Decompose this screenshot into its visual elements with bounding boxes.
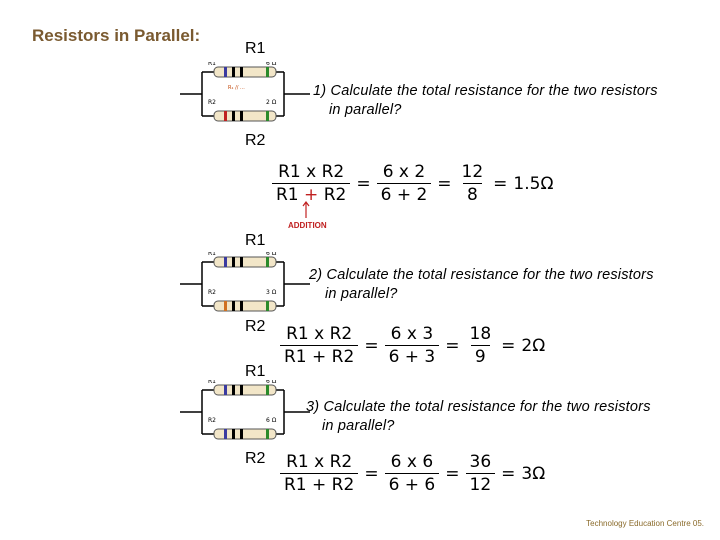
question-2: 2) Calculate the total resistance for the two resistors in parallel? bbox=[309, 267, 654, 302]
diagram-r2-value: 2 Ω bbox=[266, 99, 277, 106]
diagram-r1-value: 6 Ω bbox=[266, 380, 277, 385]
diagram-r1-tag: R1 bbox=[208, 62, 216, 67]
formula-1: $\frac{\text{R1 x R2}}{R1 + R2}$ = $\frac{6 x 2}{6 + 2}$ = $\frac{12}{8}$ = 1.5 Ω bbox=[272, 162, 553, 205]
fraction-substituted: $\frac{6 x 3}{6 + 3}$ bbox=[385, 324, 440, 367]
fraction-simplified: $\frac{18}{9}$ bbox=[469, 324, 492, 367]
ohm-unit: Ω bbox=[532, 463, 546, 484]
fraction-general: $\frac{\text{R1 x R2}}{R1 + R2}$ bbox=[280, 452, 358, 495]
svg-text:R₁ // ...: R₁ // ... bbox=[228, 85, 245, 91]
diagram-r2-value: 6 Ω bbox=[266, 417, 277, 424]
diagram-r2-tag: R2 bbox=[208, 417, 216, 424]
r2-label: R2 bbox=[245, 132, 266, 149]
diagram-r1-value: 6 Ω bbox=[266, 252, 277, 257]
formula-3: $\frac{\text{R1 x R2}}{R1 + R2}$ = $\frac{6 x 6}{6 + 6}$ = $\frac{36}{12}$ = 3 Ω bbox=[280, 452, 545, 495]
r1-label: R1 bbox=[245, 232, 266, 249]
parallel-circuit-diagram bbox=[180, 252, 310, 316]
footer-credit: Technology Education Centre 05. bbox=[586, 519, 704, 528]
diagram-r2-tag: R2 bbox=[208, 289, 216, 296]
parallel-circuit-diagram bbox=[180, 62, 310, 126]
fraction-general: $\frac{\text{R1 x R2}}{R1 + R2}$ bbox=[272, 162, 350, 205]
addition-annotation: ADDITION bbox=[288, 221, 327, 230]
r2-label: R2 bbox=[245, 450, 266, 467]
formula-2: $\frac{\text{R1 x R2}}{R1 + R2}$ = $\frac{6 x 3}{6 + 3}$ = $\frac{18}{9}$ = 2 Ω bbox=[280, 324, 545, 367]
plus-sign: + bbox=[304, 185, 319, 205]
diagram-r1-value: 6 Ω bbox=[266, 62, 277, 67]
question-3: 3) Calculate the total resistance for the two resistors in parallel? bbox=[306, 399, 651, 434]
diagram-r1-tag: R1 bbox=[208, 252, 216, 257]
r1-label: R1 bbox=[245, 40, 266, 57]
diagram-r1-tag: R1 bbox=[208, 380, 216, 385]
result: 1.5 bbox=[513, 173, 541, 194]
r2-label: R2 bbox=[245, 318, 266, 335]
fraction-general: $\frac{\text{R1 x R2}}{R1 + R2}$ bbox=[280, 324, 358, 367]
r1-label: R1 bbox=[245, 363, 266, 380]
ohm-unit: Ω bbox=[532, 335, 546, 356]
arrow-up-icon bbox=[300, 200, 312, 218]
question-1: 1) Calculate the total resistance for the two resistors in parallel? bbox=[313, 83, 658, 118]
diagram-r2-value: 3 Ω bbox=[266, 289, 277, 296]
page-title: Resistors in Parallel: bbox=[32, 26, 201, 45]
fraction-substituted: $\frac{6 x 2}{6 + 2}$ bbox=[377, 162, 432, 205]
fraction-simplified: $\frac{12}{8}$ bbox=[461, 162, 484, 205]
result: 2 bbox=[521, 335, 533, 356]
fraction-simplified: $\frac{36}{12}$ bbox=[466, 452, 496, 495]
ohm-unit: Ω bbox=[540, 173, 554, 194]
parallel-circuit-diagram bbox=[180, 380, 310, 444]
result: 3 bbox=[521, 463, 533, 484]
fraction-substituted: $\frac{6 x 6}{6 + 6}$ bbox=[385, 452, 440, 495]
diagram-r2-tag: R2 bbox=[208, 99, 216, 106]
